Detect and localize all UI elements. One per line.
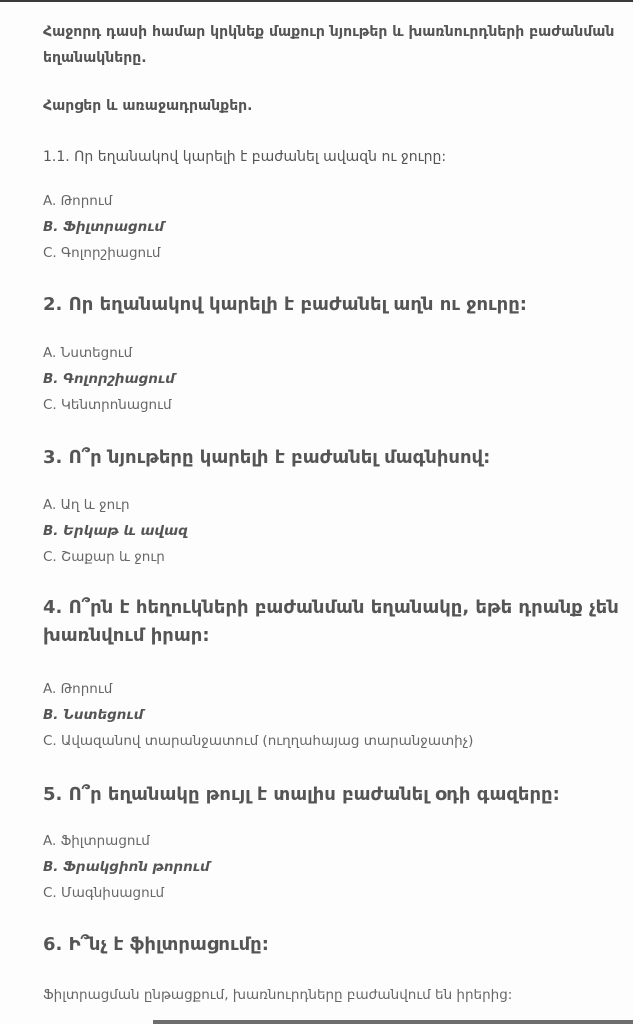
question-4-title-line-2: խառնվում իրար: [43, 625, 210, 646]
question-2-title: 2. Որ եղանակով կարելի է բաժանել աղն ու ջուրը: [43, 294, 527, 315]
question-5-option-c: C. Մագնիսացում [43, 885, 165, 901]
question-3-option-a: A. Աղ և ջուր [43, 497, 130, 513]
subheading: Հարցեր և առաջադրանքեր. [43, 98, 253, 114]
question-6-answer: Ֆիլտրացման ընթացքում, խառնուրդները բաժանվում են իրերից: [43, 987, 513, 1003]
question-3-title: 3. Ո՞ր նյութերը կարելի է բաժանել մագնիսով: [43, 447, 491, 468]
question-4-title-line-1: 4. Ո՞րն է հեղուկների բաժանման եղանակը, եթե դրանք չեն [43, 597, 619, 618]
question-2-option-a: A. Նստեցում [43, 345, 133, 361]
top-border [0, 0, 633, 2]
bottom-scroll-bar[interactable] [153, 1020, 633, 1024]
question-1-title: 1.1. Որ եղանակով կարելի է բաժանել ավազն ու ջուրը: [43, 149, 447, 165]
question-5-option-a: A. Ֆիլտրացում [43, 833, 150, 849]
question-1-option-b: B. Ֆիլտրացում [43, 219, 165, 235]
question-5-option-b: B. Ֆրակցիոն թորում [43, 859, 210, 875]
question-6-title: 6. Ի՞նչ է ֆիլտրացումը: [43, 934, 269, 955]
question-1-option-a: A. Թորում [43, 193, 113, 209]
question-3-option-c: C. Շաքար և ջուր [43, 549, 165, 565]
question-5-title: 5. Ո՞ր եղանակը թույլ է տալիս բաժանել օդի գազերը: [43, 784, 560, 805]
question-2-option-b: B. Գոլորշիացում [43, 371, 175, 387]
question-3-option-b: B. Երկաթ և ավազ [43, 523, 188, 539]
question-4-option-a: A. Թորում [43, 681, 113, 697]
question-4-option-c: C. Ավազանով տարանջատում (ուղղահայաց տարանջատիչ) [43, 733, 474, 749]
question-4-option-b: B. Նստեցում [43, 707, 144, 723]
question-1-option-c: C. Գոլորշիացում [43, 245, 161, 261]
question-2-option-c: C. Կենտրոնացում [43, 397, 172, 413]
intro-line-2: եղանակները. [43, 50, 147, 66]
intro-line-1: Հաջորդ դասի համար կրկնեք մաքուր նյութեր և խառնուրդների բաժանման [43, 24, 615, 40]
